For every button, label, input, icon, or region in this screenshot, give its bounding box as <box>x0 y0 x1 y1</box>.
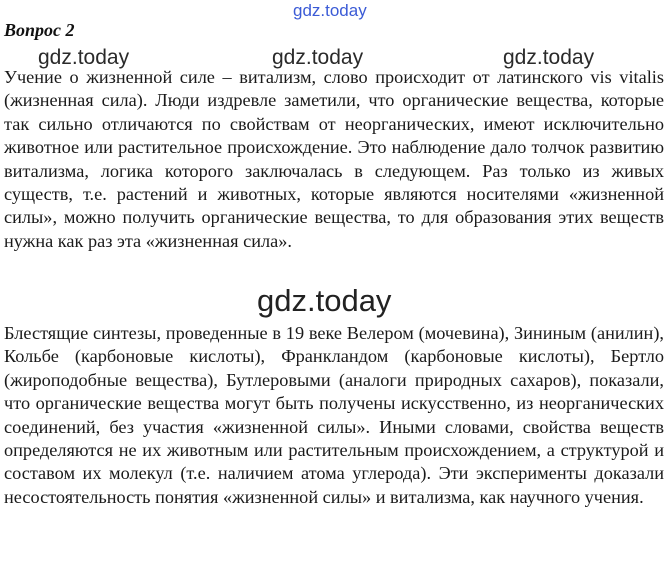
watermark-middle: gdz.today <box>257 283 392 318</box>
question-title: Вопрос 2 <box>4 20 75 40</box>
watermark-row-3: gdz.today <box>503 46 595 69</box>
watermark-row-2: gdz.today <box>272 46 364 69</box>
paragraph-1: Учение о жизненной силе – витализм, слово происходит от латинского vis vitalis (жизненная сила). Люди издревле заметили, что органические вещества, которые так сильно отличаются по свойствам от неорганических, имеют исключительно животное или растительное происхождение. Это наблюдение дало толчок развитию витализма, логика которого заключалась в следующем. Раз только из живых существ, т.е. растений и животных, которые являются носителями «жизненной силы», можно получить органические вещества, то для образования этих веществ нужна как раз эта «жизненная сила». <box>4 67 664 251</box>
watermark-row-1: gdz.today <box>38 46 130 69</box>
paragraph-2: Блестящие синтезы, проведенные в 19 веке Велером (мочевина), Зининым (анилин), Кольбе (карбоновые кислоты), Франкландом (карбоновые кислоты), Бертло (жироподобные вещества), Бутлеровыми (аналоги природных сахаров), показали, что органические вещества могут быть получены искусственно, из неорганических соединений, без участия «жизненной силы». Иными словами, свойства веществ определяются не их животным или растительным происхождением, а структурой и составом их молекул (т.е. наличием атома углерода). Эти эксперименты доказали несостоятельность понятия «жизненной силы» и витализма, как научного учения. <box>4 323 664 507</box>
watermark-top: gdz.today <box>293 1 367 20</box>
